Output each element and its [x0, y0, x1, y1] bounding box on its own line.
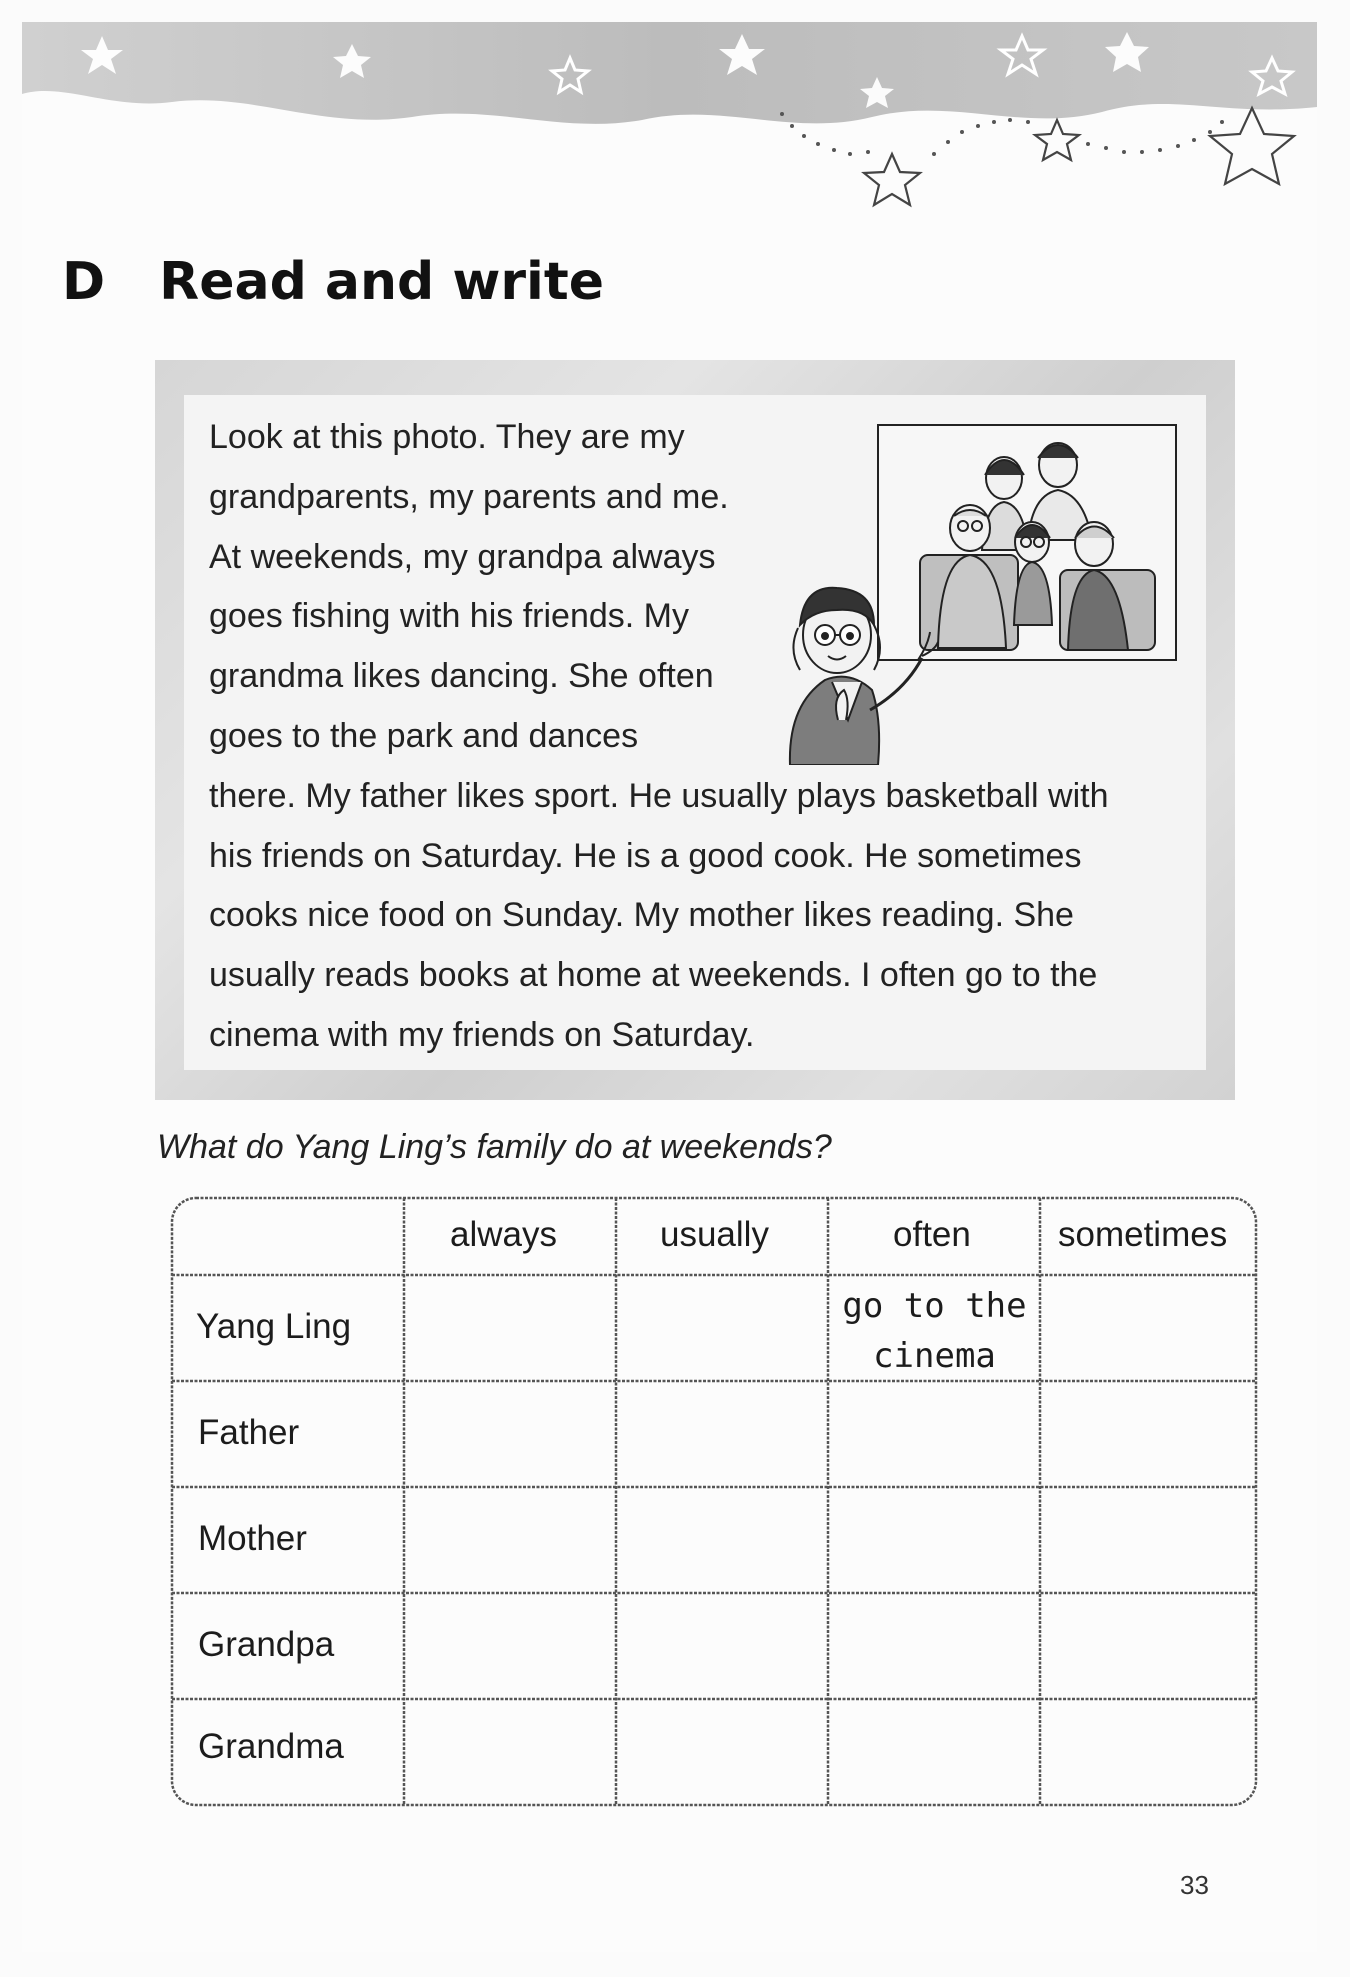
- answer-cell-yang-ling-usually[interactable]: [618, 1277, 826, 1379]
- row-header-grandma: Grandma: [198, 1727, 344, 1766]
- column-header-usually: usually: [660, 1215, 769, 1254]
- row-header-yang-ling: Yang Ling: [196, 1307, 352, 1346]
- row-header-mother: Mother: [198, 1519, 307, 1558]
- passage-line: Look at this photo. They are my: [209, 418, 685, 456]
- answer-row-mother[interactable]: [406, 1489, 1254, 1591]
- answer-row-father[interactable]: [406, 1383, 1254, 1485]
- question-text: What do Yang Ling’s family do at weekends?: [157, 1128, 832, 1166]
- sample-answer-line: go to the: [842, 1286, 1027, 1326]
- column-header-always: always: [450, 1215, 557, 1254]
- section-letter: D: [62, 252, 106, 312]
- sketch-star-icons: [864, 108, 1294, 205]
- answer-row-grandma[interactable]: [406, 1701, 1254, 1803]
- passage-line: goes fishing with his friends. My: [209, 597, 689, 636]
- passage-line: his friends on Saturday. He is a good cook. He sometimes: [209, 836, 1082, 875]
- passage-line: cinema with my friends on Saturday.: [209, 1015, 755, 1054]
- column-header-often: often: [893, 1215, 971, 1254]
- section-heading: [62, 252, 604, 312]
- answer-cell-yang-ling-always[interactable]: [406, 1277, 614, 1379]
- passage-line: cooks nice food on Sunday. My mother likes reading. She: [209, 896, 1074, 935]
- passage-line: grandparents, my parents and me.: [209, 477, 729, 516]
- answer-cell-yang-ling-sometimes[interactable]: [1042, 1277, 1254, 1379]
- passage-line: goes to the park and dances: [209, 716, 639, 755]
- page-number: 33: [1180, 1870, 1209, 1900]
- passage-line: usually reads books at home at weekends. I often go to the: [209, 956, 1098, 995]
- row-header-father: Father: [198, 1413, 300, 1452]
- weekend-activity-table: [170, 1195, 1260, 1813]
- answer-row-grandpa[interactable]: [406, 1595, 1254, 1697]
- star-header-decoration: [22, 22, 1317, 242]
- column-header-sometimes: sometimes: [1058, 1215, 1228, 1254]
- passage-line: At weekends, my grandpa always: [209, 537, 716, 576]
- section-title: Read and write: [159, 252, 604, 312]
- passage-line: grandma likes dancing. She often: [209, 657, 714, 696]
- family-photo-illustration: [770, 420, 1180, 765]
- passage-line: there. My father likes sport. He usually plays basketball with: [209, 776, 1109, 815]
- sample-answer-line: cinema: [873, 1336, 996, 1376]
- sample-answer-yang-ling-often: [832, 1281, 1037, 1381]
- row-header-grandpa: Grandpa: [198, 1625, 335, 1664]
